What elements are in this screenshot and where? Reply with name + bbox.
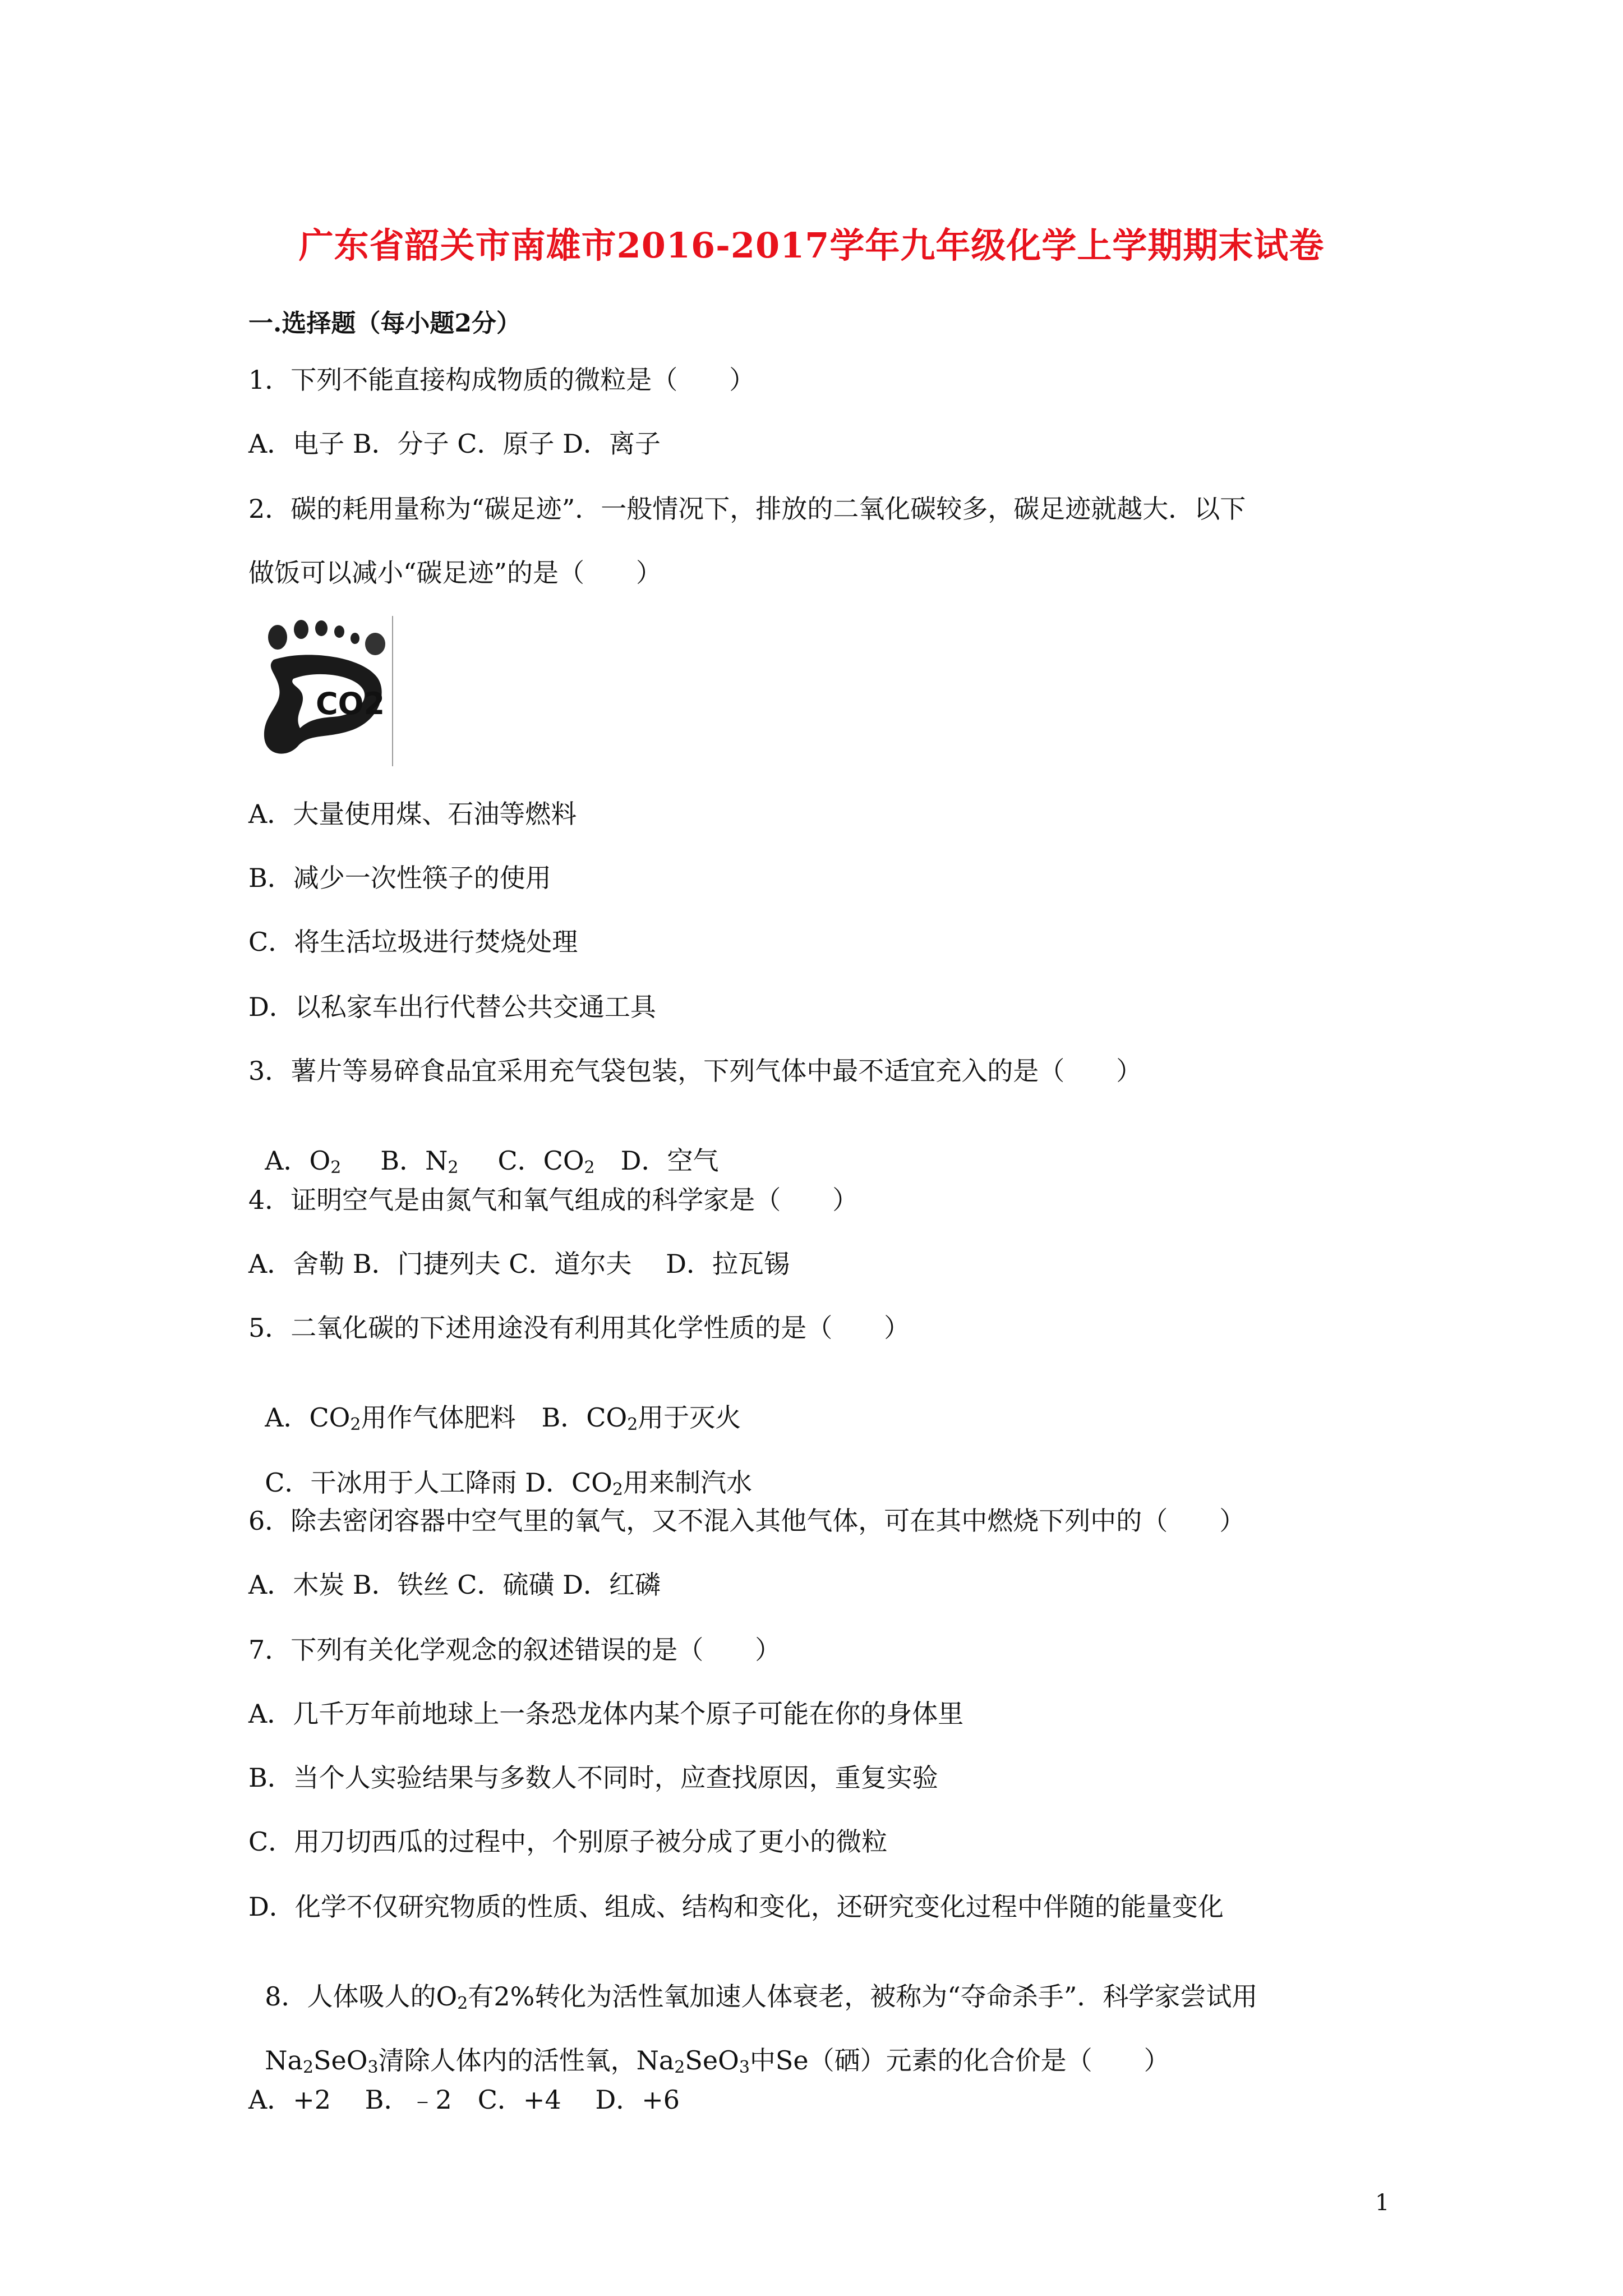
q7-option-d: D．化学不仅研究物质的性质、组成、结构和变化，还研究变化过程中伴随的能量变化 [248, 1892, 1224, 1922]
q3-options: A．$O_2$ B．$N_2$ C．$CO_2$ D．空气 [265, 1145, 719, 1177]
q2-option-d: D．以私家车出行代替公共交通工具 [248, 992, 656, 1022]
q5-options-cd: C．干冰用于人工降雨 D．$CO_2$用来制汽水 [265, 1467, 752, 1499]
q8-stem-line2: $Na_2SeO_3$清除人体内的活性氧，$Na_2SeO_3$中Se（硒）元素的化合价是（ ） [265, 2045, 1170, 2077]
q7-option-b: B．当个人实验结果与多数人不同时，应查找原因，重复实验 [248, 1763, 938, 1793]
q2-stem-line2: 做饭可以减小“碳足迹”的是（ ） [248, 558, 662, 588]
q2-stem-line1: 2．碳的耗用量称为“碳足迹”．一般情况下，排放的二氧化碳较多，碳足迹就越大．以下 [248, 494, 1246, 524]
page-title: 广东省韶关市南雄市2016-2017学年九年级化学上学期期末试卷 [298, 225, 1325, 266]
q4-stem: 4．证明空气是由氮气和氧气组成的科学家是（ ） [248, 1185, 859, 1215]
q6-options: A．木炭 B．铁丝 C．硫磺 D．红磷 [248, 1570, 661, 1600]
carbon-footprint-icon [248, 616, 393, 766]
q3-stem: 3．薯片等易碎食品宜采用充气袋包装，下列气体中最不适宜充入的是（ ） [248, 1056, 1142, 1086]
co2-label: CO2 [316, 686, 385, 721]
q4-options: A．舍勒 B．门捷列夫 C．道尔夫 D．拉瓦锡 [248, 1249, 790, 1279]
section-heading: 一.选择题（每小题2分） [248, 309, 521, 338]
q7-option-a: A．几千万年前地球上一条恐龙体内某个原子可能在你的身体里 [248, 1699, 964, 1729]
q1-stem: 1．下列不能直接构成物质的微粒是（ ） [248, 365, 755, 395]
q1-options: A．电子 B．分子 C．原子 D．离子 [248, 429, 661, 459]
q5-stem: 5．二氧化碳的下述用途没有利用其化学性质的是（ ） [248, 1313, 910, 1343]
q2-option-a: A．大量使用煤、石油等燃料 [248, 799, 577, 829]
q2-option-b: B．减少一次性筷子的使用 [248, 863, 551, 893]
q2-option-c: C．将生活垃圾进行焚烧处理 [248, 927, 578, 957]
q8-options: A．+2 B．﹣2 C．+4 D．+6 [248, 2085, 680, 2115]
page-number: 1 [1375, 2190, 1390, 2216]
q7-stem: 7．下列有关化学观念的叙述错误的是（ ） [248, 1635, 781, 1665]
q8-stem-line1: 8．人体吸人的$O_2$有2%转化为活性氧加速人体衰老，被称为“夺命杀手”．科学家尝试用 [265, 1981, 1258, 2013]
q6-stem: 6．除去密闭容器中空气里的氧气，又不混入其他气体，可在其中燃烧下列中的（ ） [248, 1506, 1246, 1536]
q5-options-ab: A．$CO_2$用作气体肥料 B．$CO_2$用于灭火 [265, 1402, 741, 1434]
q7-option-c: C．用刀切西瓜的过程中，个别原子被分成了更小的微粒 [248, 1826, 888, 1857]
